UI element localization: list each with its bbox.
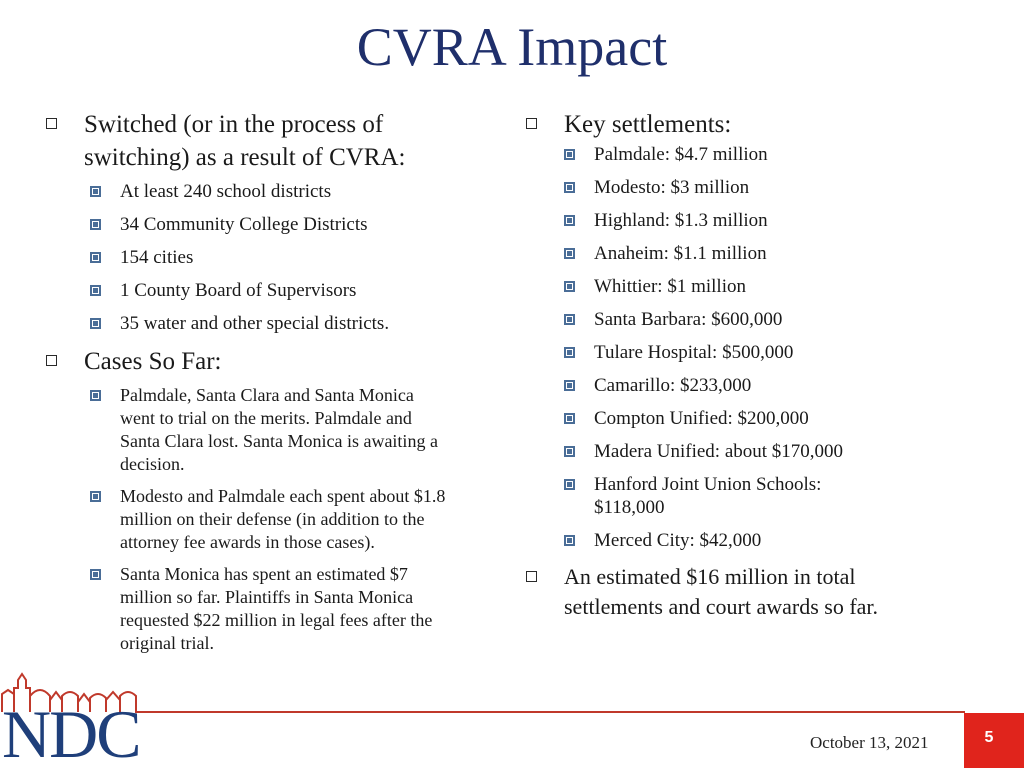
switched-heading: Switched (or in the process of switching) as a result of CVRA: — [84, 111, 406, 171]
list-item — [520, 242, 980, 265]
square-bullet-icon — [90, 285, 101, 296]
square-bullet-icon — [564, 347, 575, 358]
list-item — [40, 246, 480, 269]
hollow-square-bullet-icon — [526, 571, 537, 582]
left-column — [40, 108, 480, 664]
square-bullet-icon — [90, 569, 101, 580]
square-bullet-icon — [90, 390, 101, 401]
list-item — [40, 563, 450, 655]
bullet-switched — [40, 108, 480, 174]
list-item — [40, 213, 480, 236]
square-bullet-icon — [564, 413, 575, 424]
list-item — [520, 374, 980, 397]
square-bullet-icon — [564, 182, 575, 193]
list-item-text: Modesto: $3 million — [594, 177, 750, 198]
hollow-square-bullet-icon — [526, 118, 537, 129]
list-item-text: 1 County Board of Supervisors — [120, 280, 357, 301]
list-item — [520, 407, 980, 430]
slide-title: CVRA Impact — [356, 17, 668, 77]
list-item-text: Compton Unified: $200,000 — [594, 408, 809, 429]
list-item-text: Camarillo: $233,000 — [594, 375, 752, 396]
square-bullet-icon — [564, 479, 575, 490]
square-bullet-icon — [90, 491, 101, 502]
list-item — [520, 529, 980, 552]
bullet-cases — [40, 345, 480, 378]
list-item — [520, 341, 980, 364]
list-item-text: At least 240 school districts — [120, 181, 332, 202]
square-bullet-icon — [564, 446, 575, 457]
list-item — [520, 209, 980, 232]
square-bullet-icon — [90, 186, 101, 197]
list-item-text: 154 cities — [120, 247, 194, 268]
list-item-text: Hanford Joint Union Schools: $118,000 — [594, 474, 822, 518]
list-item — [40, 384, 450, 476]
page-number-badge — [964, 713, 1024, 768]
square-bullet-icon — [90, 252, 101, 263]
settlements-heading: Key settlements: — [564, 111, 732, 138]
list-item-text: Palmdale: $4.7 million — [594, 144, 768, 165]
page-number: 5 — [984, 729, 994, 746]
list-item — [520, 275, 980, 298]
bullet-total — [520, 562, 944, 622]
hollow-square-bullet-icon — [46, 355, 57, 366]
cases-heading: Cases So Far: — [84, 348, 222, 375]
square-bullet-icon — [564, 215, 575, 226]
list-item-text: Santa Monica has spent an estimated $7 million so far. Plaintiffs in Santa Monica requested $22 million in legal fees after the original trial. — [120, 564, 433, 653]
list-item — [520, 473, 884, 519]
square-bullet-icon — [564, 314, 575, 325]
list-item — [40, 180, 480, 203]
logo-text: NDC — [2, 696, 140, 772]
square-bullet-icon — [90, 219, 101, 230]
list-item-text: 35 water and other special districts. — [120, 313, 390, 334]
list-item — [40, 485, 450, 554]
list-item-text: Modesto and Palmdale each spent about $1.8 million on their defense (in addition to the attorney fee awards in those cases). — [120, 486, 446, 552]
list-item — [520, 176, 980, 199]
square-bullet-icon — [564, 248, 575, 259]
list-item-text: Highland: $1.3 million — [594, 210, 768, 231]
list-item-text: Madera Unified: about $170,000 — [594, 441, 844, 462]
list-item-text: Anaheim: $1.1 million — [594, 243, 767, 264]
bullet-settlements — [520, 108, 980, 141]
list-item-text: Merced City: $42,000 — [594, 530, 762, 551]
list-item — [520, 440, 980, 463]
list-item-text: 34 Community College Districts — [120, 214, 368, 235]
list-item — [520, 308, 980, 331]
square-bullet-icon — [90, 318, 101, 329]
list-item-text: Whittier: $1 million — [594, 276, 746, 297]
list-item-text: Tulare Hospital: $500,000 — [594, 342, 794, 363]
list-item — [520, 143, 980, 166]
footer-divider — [155, 711, 965, 713]
list-item-text: Palmdale, Santa Clara and Santa Monica went to trial on the merits. Palmdale and Santa Clara lost. Santa Monica is awaiting a decision. — [120, 385, 438, 474]
footer-date: October 13, 2021 — [810, 733, 929, 752]
right-column — [520, 108, 980, 628]
list-item — [40, 312, 480, 335]
list-item — [40, 279, 480, 302]
square-bullet-icon — [564, 281, 575, 292]
square-bullet-icon — [564, 380, 575, 391]
square-bullet-icon — [564, 535, 575, 546]
list-item-text: Santa Barbara: $600,000 — [594, 309, 783, 330]
hollow-square-bullet-icon — [46, 118, 57, 129]
total-text: An estimated $16 million in total settlements and court awards so far. — [564, 564, 879, 619]
square-bullet-icon — [564, 149, 575, 160]
